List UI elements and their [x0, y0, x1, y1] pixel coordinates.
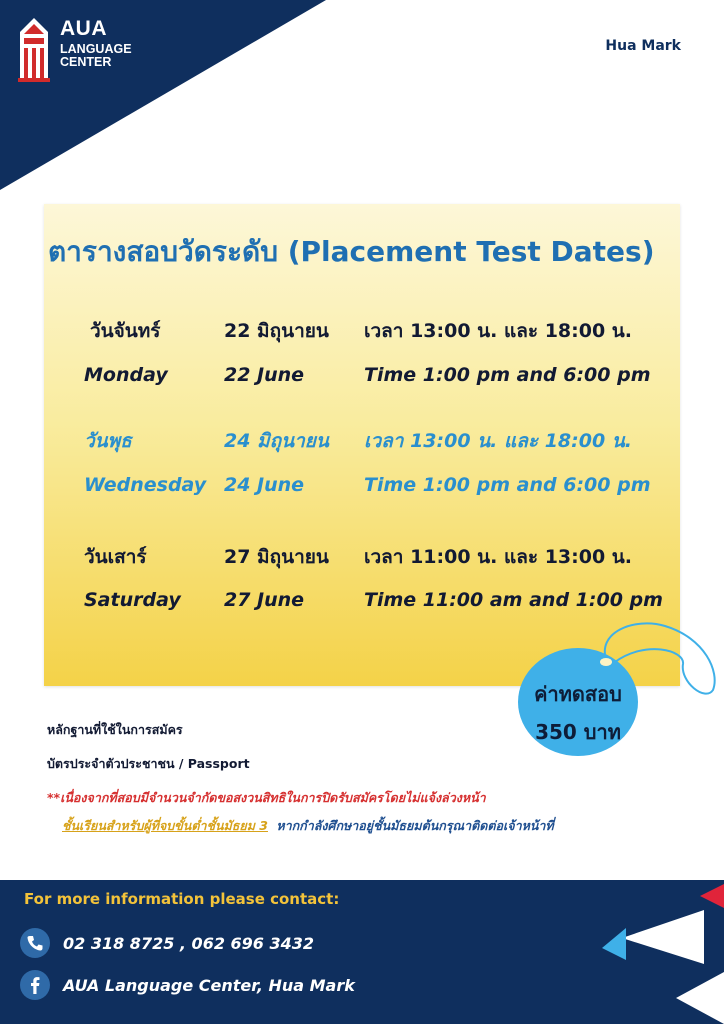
requirements-document: บัตรประจำตัวประชาชน / Passport	[47, 756, 250, 771]
schedule-title: ตารางสอบวัดระดับ (Placement Test Dates)	[48, 235, 655, 268]
logo-line2: CENTER	[60, 55, 112, 69]
date-th: 24 มิถุนายน	[224, 430, 329, 452]
notice-eligibility: ชั้นเรียนสำหรับผู้ที่จบขั้นต่ำชั้นมัธยม 3	[62, 818, 268, 833]
day-th: วันเสาร์	[84, 546, 147, 568]
schedule-row-en	[44, 474, 680, 510]
tag-hole	[600, 658, 612, 666]
branch-name: Hua Mark	[605, 38, 681, 54]
notice-contact: หากกำลังศึกษาอยู่ชั้นมัธยมต้นกรุณาติดต่อเจ้าหน้าที่	[276, 818, 554, 833]
time-th: เวลา 11:00 น. และ 13:00 น.	[364, 546, 633, 568]
requirements-heading: หลักฐานที่ใช้ในการสมัคร	[47, 722, 183, 737]
day-en: Monday	[84, 364, 168, 386]
schedule-row-th	[44, 542, 680, 578]
contact-facebook[interactable]: AUA Language Center, Hua Mark	[63, 975, 355, 995]
date-en: 27 June	[224, 589, 305, 611]
aua-logo	[14, 16, 132, 86]
date-en: 22 June	[224, 364, 305, 386]
day-th: วันจันทร์	[90, 320, 161, 342]
date-th: 27 มิถุนายน	[224, 546, 329, 568]
time-en: Time 1:00 pm and 6:00 pm	[364, 474, 651, 496]
fee-amount: 350 บาท	[535, 720, 621, 744]
contact-heading: For more information please contact:	[24, 890, 340, 908]
facebook-icon	[20, 970, 50, 1000]
time-th: เวลา 13:00 น. และ 18:00 น.	[364, 430, 633, 452]
phone-icon	[20, 928, 50, 958]
phone-row	[20, 928, 314, 958]
schedule-row-th	[44, 316, 680, 352]
notice-line-2	[62, 816, 554, 836]
contact-phone[interactable]: 02 318 8725 , 062 696 3432	[63, 933, 315, 953]
fee-label: ค่าทดสอบ	[534, 682, 622, 706]
decorative-triangles-icon	[600, 880, 724, 1024]
time-en: Time 1:00 pm and 6:00 pm	[364, 364, 651, 386]
schedule-row-th	[44, 426, 680, 462]
contact-footer	[0, 880, 724, 1024]
test-fee-tag	[518, 648, 638, 756]
day-en: Wednesday	[84, 474, 207, 496]
time-en: Time 11:00 am and 1:00 pm	[364, 589, 663, 611]
schedule-row-en	[44, 364, 680, 400]
date-th: 22 มิถุนายน	[224, 320, 329, 342]
aua-logo-icon	[14, 16, 54, 86]
day-en: Saturday	[84, 589, 181, 611]
notice-line-1: **เนื่องจากที่สอบมีจำนวนจำกัดขอสงวนสิทธิในการปิดรับสมัครโดยไม่แจ้งล่วงหน้า	[47, 790, 486, 805]
facebook-row	[20, 970, 355, 1000]
date-en: 24 June	[224, 474, 305, 496]
time-th: เวลา 13:00 น. และ 18:00 น.	[364, 320, 633, 342]
logo-name: AUA	[60, 17, 107, 40]
logo-line1: LANGUAGE	[60, 42, 132, 56]
day-th: วันพุธ	[84, 430, 132, 452]
